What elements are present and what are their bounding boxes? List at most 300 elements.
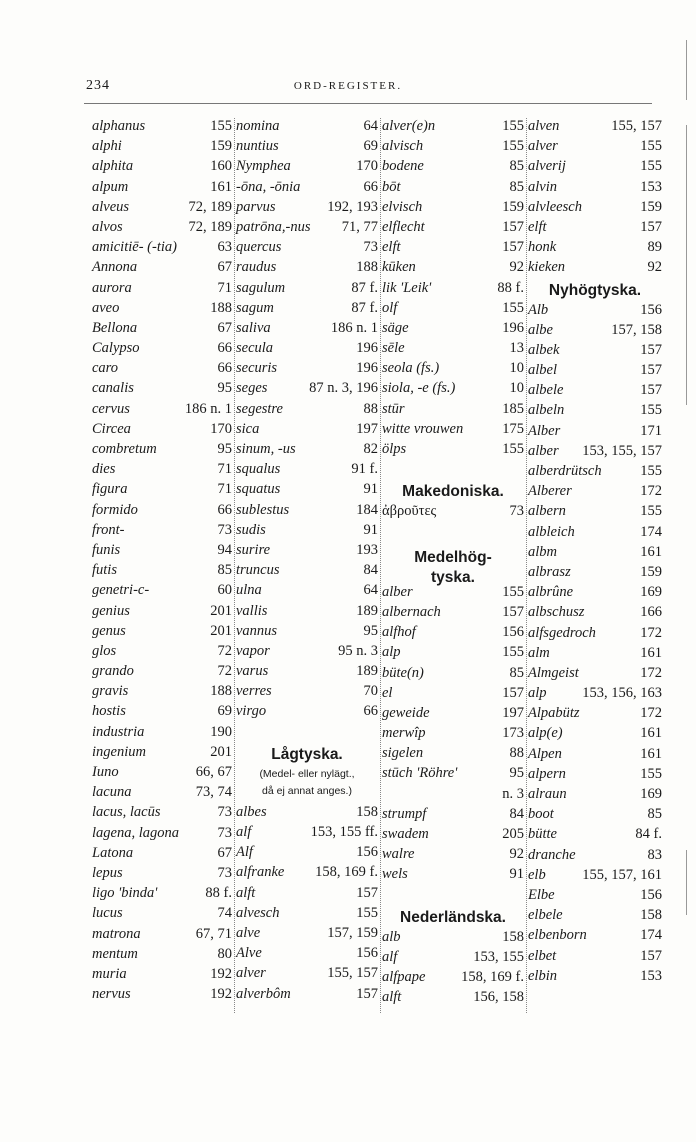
entry-pages: 10 — [509, 360, 524, 377]
header-rule — [84, 103, 652, 104]
entry-pages: 73 — [217, 804, 232, 821]
index-column-2 — [236, 118, 378, 1006]
edge-mark — [686, 125, 687, 405]
entry-word: albernach — [382, 603, 441, 620]
index-entry — [528, 584, 662, 604]
entry-word: truncus — [236, 562, 280, 579]
index-entry — [382, 989, 524, 1009]
entry-pages: 196 — [356, 340, 378, 357]
entry-pages: 197 — [356, 420, 378, 437]
blank-row — [382, 461, 524, 481]
entry-pages: 156 — [502, 624, 524, 641]
index-entry — [236, 643, 378, 663]
entry-word: raudus — [236, 259, 277, 276]
entry-word: Alpen — [528, 745, 562, 762]
entry-pages: 159 — [640, 563, 662, 580]
entry-pages: 172 — [640, 624, 662, 641]
entry-word: sinum, -us — [236, 441, 296, 457]
entry-pages: 92 — [509, 259, 524, 276]
entry-word: albleich — [528, 523, 575, 540]
entry-word: sigelen — [382, 745, 424, 762]
entry-pages: 89 — [647, 239, 662, 256]
index-entry — [92, 441, 232, 461]
index-entry — [236, 340, 378, 360]
index-entry — [92, 320, 232, 340]
entry-word: ölps — [382, 441, 407, 457]
index-entry — [92, 259, 232, 279]
entry-word: Latona — [92, 844, 134, 861]
entry-word: elbele — [528, 907, 563, 924]
entry-word: surire — [236, 541, 271, 558]
entry-word: lacuna — [92, 784, 132, 801]
index-entry — [528, 179, 662, 199]
entry-word: alphita — [92, 158, 134, 175]
entry-word: albm — [528, 543, 557, 560]
entry-pages: 153 — [640, 967, 662, 984]
entry-word: dranche — [528, 846, 576, 863]
entry-word: elbin — [528, 967, 557, 984]
index-entry — [382, 604, 524, 624]
section-heading — [382, 544, 524, 584]
entry-word: elvisch — [382, 198, 423, 215]
entry-word: sica — [236, 420, 260, 437]
entry-word: verres — [236, 683, 272, 700]
entry-word: el — [382, 684, 393, 701]
entry-word: alber — [382, 583, 413, 600]
index-entry — [528, 806, 662, 826]
entry-pages: 157 — [502, 239, 524, 256]
entry-pages: 92 — [647, 259, 662, 276]
index-entry — [382, 929, 524, 949]
entry-word: alfpape — [382, 969, 426, 986]
entry-word: alverij — [528, 158, 566, 175]
entry-word: Calypso — [92, 340, 140, 357]
entry-pages: 158 — [502, 928, 524, 945]
index-entry — [382, 401, 524, 421]
index-entry — [236, 905, 378, 925]
running-title: ORD-REGISTER. — [293, 80, 403, 92]
index-entry — [382, 421, 524, 441]
entry-word: industria — [92, 723, 145, 740]
index-entry — [382, 199, 524, 219]
entry-word: alp(e) — [528, 725, 563, 742]
entry-word: sēle — [382, 340, 405, 357]
index-entry — [236, 582, 378, 602]
entry-word: kūken — [382, 259, 416, 276]
index-entry — [236, 885, 378, 905]
entry-pages: 172 — [640, 483, 662, 500]
index-entry — [92, 845, 232, 865]
index-entry — [92, 542, 232, 562]
entry-word: alvesch — [236, 904, 280, 921]
index-entry — [528, 786, 662, 806]
entry-pages: 166 — [640, 604, 662, 621]
entry-pages: 69 — [217, 703, 232, 720]
entry-pages: 72, 189 — [188, 218, 232, 235]
entry-pages: 158, 169 f. — [461, 969, 524, 986]
entry-word: alven — [528, 118, 560, 134]
entry-word: amicitiē- (-tia) — [92, 239, 177, 256]
entry-word: caro — [92, 360, 119, 377]
entry-word: alveus — [92, 198, 130, 215]
entry-pages: 83 — [647, 846, 662, 863]
entry-word: alf — [236, 824, 252, 840]
index-entry — [382, 239, 524, 259]
index-entry — [92, 926, 232, 946]
entry-word: alpern — [528, 765, 566, 782]
entry-word: aveo — [92, 299, 120, 316]
edge-mark — [686, 850, 687, 915]
index-entry — [236, 623, 378, 643]
entry-pages: 159 — [210, 138, 232, 155]
entry-word: albes — [236, 803, 267, 820]
entry-pages: 66 — [363, 178, 378, 195]
entry-pages: n. 3 — [502, 785, 524, 802]
index-entry — [382, 300, 524, 320]
index-entry — [382, 138, 524, 158]
index-entry — [236, 118, 378, 138]
index-entry — [382, 685, 524, 705]
index-entry — [236, 925, 378, 945]
entry-pages: 158 — [640, 907, 662, 924]
index-entry — [382, 360, 524, 380]
entry-word: genius — [92, 602, 130, 619]
entry-pages: 158 — [356, 803, 378, 820]
entry-word: Nymphea — [236, 158, 291, 175]
entry-word: elb — [528, 866, 546, 883]
entry-pages: 13 — [509, 340, 524, 357]
index-entry — [528, 705, 662, 725]
index-entry — [236, 138, 378, 158]
entry-pages: 84 f. — [635, 826, 662, 843]
entry-pages: 157 — [502, 218, 524, 235]
index-entry — [528, 483, 662, 503]
entry-word: alraun — [528, 786, 567, 802]
index-entry — [236, 522, 378, 542]
entry-word: seges — [236, 380, 268, 397]
column-divider — [526, 118, 527, 1013]
index-entry — [236, 542, 378, 562]
entry-pages: 153, 156, 163 — [582, 685, 662, 702]
entry-word: wels — [382, 866, 408, 883]
entry-word: lepus — [92, 864, 123, 881]
entry-word: elbenborn — [528, 927, 587, 944]
index-entry — [236, 441, 378, 461]
entry-pages: 85 — [509, 664, 524, 681]
index-entry — [92, 966, 232, 986]
index-entry — [528, 503, 662, 523]
index-entry — [382, 624, 524, 644]
index-entry — [382, 158, 524, 178]
index-column-1 — [92, 118, 232, 1006]
entry-word: ligo 'binda' — [92, 885, 158, 902]
entry-word: funis — [92, 541, 121, 558]
entry-pages: 85 — [509, 158, 524, 175]
entry-pages: 91 — [509, 866, 524, 883]
entry-pages: 161 — [640, 543, 662, 560]
index-entry — [528, 158, 662, 178]
entry-pages: 95 — [217, 380, 232, 397]
entry-pages: 64 — [363, 582, 378, 599]
index-entry — [236, 300, 378, 320]
entry-word: albeln — [528, 402, 565, 419]
page-header — [0, 78, 696, 98]
entry-pages: 175 — [502, 420, 524, 437]
entry-pages: 88 f. — [497, 279, 524, 296]
entry-pages: 72 — [217, 663, 232, 680]
entry-pages: 85 — [509, 178, 524, 195]
entry-pages: 157 — [640, 382, 662, 399]
entry-word: segestre — [236, 400, 283, 417]
entry-word: squatus — [236, 481, 281, 498]
entry-pages: 171 — [640, 422, 662, 439]
entry-pages: 84 — [509, 805, 524, 822]
entry-word: securis — [236, 360, 278, 377]
entry-pages: 95 — [217, 441, 232, 457]
index-entry — [236, 199, 378, 219]
index-column-3 — [382, 118, 524, 1010]
entry-word: alfsgedroch — [528, 624, 596, 641]
entry-word: alpum — [92, 178, 129, 195]
entry-pages: 66 — [217, 340, 232, 357]
entry-word: parvus — [236, 198, 276, 215]
entry-word: albrûne — [528, 584, 574, 601]
entry-pages: 174 — [640, 523, 662, 540]
entry-word: lucus — [92, 905, 123, 922]
entry-word: alvleesch — [528, 198, 582, 215]
index-entry — [528, 239, 662, 259]
entry-word: bōt — [382, 178, 401, 195]
entry-word: alm — [528, 644, 550, 661]
index-entry — [236, 683, 378, 703]
entry-pages: 157 — [356, 985, 378, 1002]
entry-word: Alb — [528, 301, 549, 318]
index-entry — [236, 864, 378, 884]
section-note — [236, 766, 378, 804]
entry-pages: 155 — [502, 138, 524, 155]
entry-pages: 87 f. — [351, 279, 378, 296]
entry-word: futis — [92, 562, 117, 579]
entry-word: alf — [382, 948, 398, 965]
index-entry — [236, 481, 378, 501]
index-entry — [382, 665, 524, 685]
index-entry — [92, 360, 232, 380]
index-entry — [382, 280, 524, 300]
entry-word: cervus — [92, 400, 130, 417]
index-entry — [236, 280, 378, 300]
entry-word: olf — [382, 299, 398, 316]
index-entry — [92, 683, 232, 703]
entry-word: kieken — [528, 259, 566, 276]
index-entry — [92, 724, 232, 744]
entry-pages: 155 — [502, 583, 524, 600]
entry-word: albern — [528, 503, 566, 520]
entry-pages: 155 — [502, 118, 524, 134]
index-entry — [236, 703, 378, 723]
entry-pages: 161 — [640, 745, 662, 762]
entry-pages: 186 n. 1 — [330, 319, 378, 336]
index-entry — [382, 584, 524, 604]
index-entry — [382, 118, 524, 138]
entry-pages: 161 — [640, 725, 662, 742]
entry-word: sudis — [236, 521, 266, 538]
index-entry — [92, 643, 232, 663]
entry-pages: 197 — [502, 704, 524, 721]
entry-pages: 67 — [217, 259, 232, 276]
entry-pages: 157 — [502, 684, 524, 701]
entry-word: merwîp — [382, 725, 426, 742]
index-entry — [92, 623, 232, 643]
index-entry — [528, 342, 662, 362]
entry-word: alber — [528, 442, 559, 459]
index-entry — [236, 158, 378, 178]
entry-word: canalis — [92, 380, 134, 397]
entry-word: stūch 'Röhre' — [382, 765, 458, 782]
entry-pages: 159 — [640, 198, 662, 215]
entry-word: honk — [528, 239, 557, 256]
entry-word: nomina — [236, 118, 280, 134]
index-entry — [236, 824, 378, 844]
entry-word: matrona — [92, 925, 141, 942]
entry-pages: 94 — [217, 541, 232, 558]
entry-word: büte(n) — [382, 664, 424, 681]
entry-word: Alberer — [528, 483, 572, 500]
entry-pages: 10 — [509, 380, 524, 397]
entry-word: strumpf — [382, 805, 427, 822]
index-entry — [92, 239, 232, 259]
entry-pages: 155 — [640, 158, 662, 175]
entry-word: ἀβροῦτες — [382, 503, 437, 520]
entry-word: alvos — [92, 218, 123, 235]
index-entry — [528, 604, 662, 624]
index-entry — [528, 259, 662, 279]
entry-pages: 156 — [356, 945, 378, 962]
index-entry — [92, 401, 232, 421]
entry-word: Annona — [92, 259, 138, 276]
entry-pages: 63 — [217, 239, 232, 256]
index-entry — [92, 582, 232, 602]
entry-word: vannus — [236, 622, 278, 639]
entry-pages: 155 — [502, 441, 524, 457]
entry-word: alb — [382, 928, 401, 945]
index-entry — [382, 846, 524, 866]
entry-pages: 69 — [363, 138, 378, 155]
entry-pages: 71 — [217, 279, 232, 296]
index-entry — [528, 665, 662, 685]
entry-word: lik 'Leik' — [382, 279, 432, 296]
index-entry — [236, 562, 378, 582]
entry-pages: 192 — [210, 986, 232, 1003]
entry-pages: 66 — [363, 703, 378, 720]
section-heading-line: tyska. — [431, 568, 475, 586]
index-entry — [528, 725, 662, 745]
entry-word: Alf — [236, 844, 253, 861]
entry-pages: 153, 155, 157 — [582, 442, 662, 459]
index-entry — [92, 562, 232, 582]
index-entry — [528, 826, 662, 846]
index-entry — [236, 360, 378, 380]
index-entry — [528, 463, 662, 483]
entry-word: elbet — [528, 947, 557, 964]
entry-word: varus — [236, 663, 269, 680]
entry-pages: 87 f. — [351, 299, 378, 316]
entry-word: elflecht — [382, 218, 425, 235]
entry-word: vapor — [236, 642, 270, 659]
index-entry — [382, 705, 524, 725]
entry-pages: 157 — [640, 218, 662, 235]
entry-pages: 92 — [509, 846, 524, 863]
entry-word: Almgeist — [528, 664, 579, 681]
entry-pages: 157 — [640, 947, 662, 964]
entry-pages: 172 — [640, 705, 662, 722]
index-entry — [236, 502, 378, 522]
index-entry — [528, 746, 662, 766]
entry-pages: 155, 157 — [611, 118, 662, 134]
index-entry — [92, 421, 232, 441]
entry-word: -ōna, -ōnia — [236, 178, 301, 195]
page-number: 234 — [86, 78, 110, 93]
index-entry — [382, 949, 524, 969]
blank-row — [382, 524, 524, 544]
entry-word: vallis — [236, 602, 268, 619]
entry-word: albrasz — [528, 563, 571, 580]
entry-word: säge — [382, 319, 409, 336]
entry-word: elft — [382, 239, 401, 256]
index-entry — [236, 804, 378, 824]
edge-mark — [686, 40, 687, 100]
index-entry — [528, 645, 662, 665]
entry-pages: 158, 169 f. — [315, 864, 378, 881]
entry-pages: 156 — [640, 886, 662, 903]
entry-word: hostis — [92, 703, 126, 720]
entry-word: alverbôm — [236, 985, 291, 1002]
entry-pages: 155 — [640, 138, 662, 155]
entry-pages: 88 — [509, 745, 524, 762]
entry-pages: 201 — [210, 602, 232, 619]
index-entry — [92, 380, 232, 400]
entry-pages: 88 f. — [205, 885, 232, 902]
entry-pages: 186 n. 1 — [184, 400, 232, 417]
entry-pages: 184 — [356, 501, 378, 518]
section-heading: Makedoniska. — [402, 483, 504, 501]
entry-pages: 155 — [640, 463, 662, 479]
entry-word: geweide — [382, 704, 430, 721]
index-entry — [382, 219, 524, 239]
entry-word: muria — [92, 965, 127, 982]
entry-pages: 85 — [217, 562, 232, 579]
entry-pages: 155 — [356, 904, 378, 921]
index-entry — [528, 927, 662, 947]
entry-pages: 153 — [640, 178, 662, 195]
index-entry — [92, 986, 232, 1006]
index-entry — [382, 259, 524, 279]
entry-word: front- — [92, 521, 125, 538]
entry-pages: 155 — [502, 299, 524, 316]
index-entry — [528, 544, 662, 564]
entry-word: Circea — [92, 420, 131, 437]
index-entry — [528, 382, 662, 402]
entry-word: ingenium — [92, 743, 146, 760]
index-entry — [528, 118, 662, 138]
entry-word: nervus — [92, 986, 131, 1003]
entry-pages: 74 — [217, 905, 232, 922]
index-entry — [236, 320, 378, 340]
entry-pages: 189 — [356, 663, 378, 680]
entry-pages: 66 — [217, 501, 232, 518]
entry-word: sublestus — [236, 501, 290, 518]
section-note-line: (Medel- eller nylägt., — [259, 767, 355, 780]
entry-word: genetri-c- — [92, 582, 150, 599]
